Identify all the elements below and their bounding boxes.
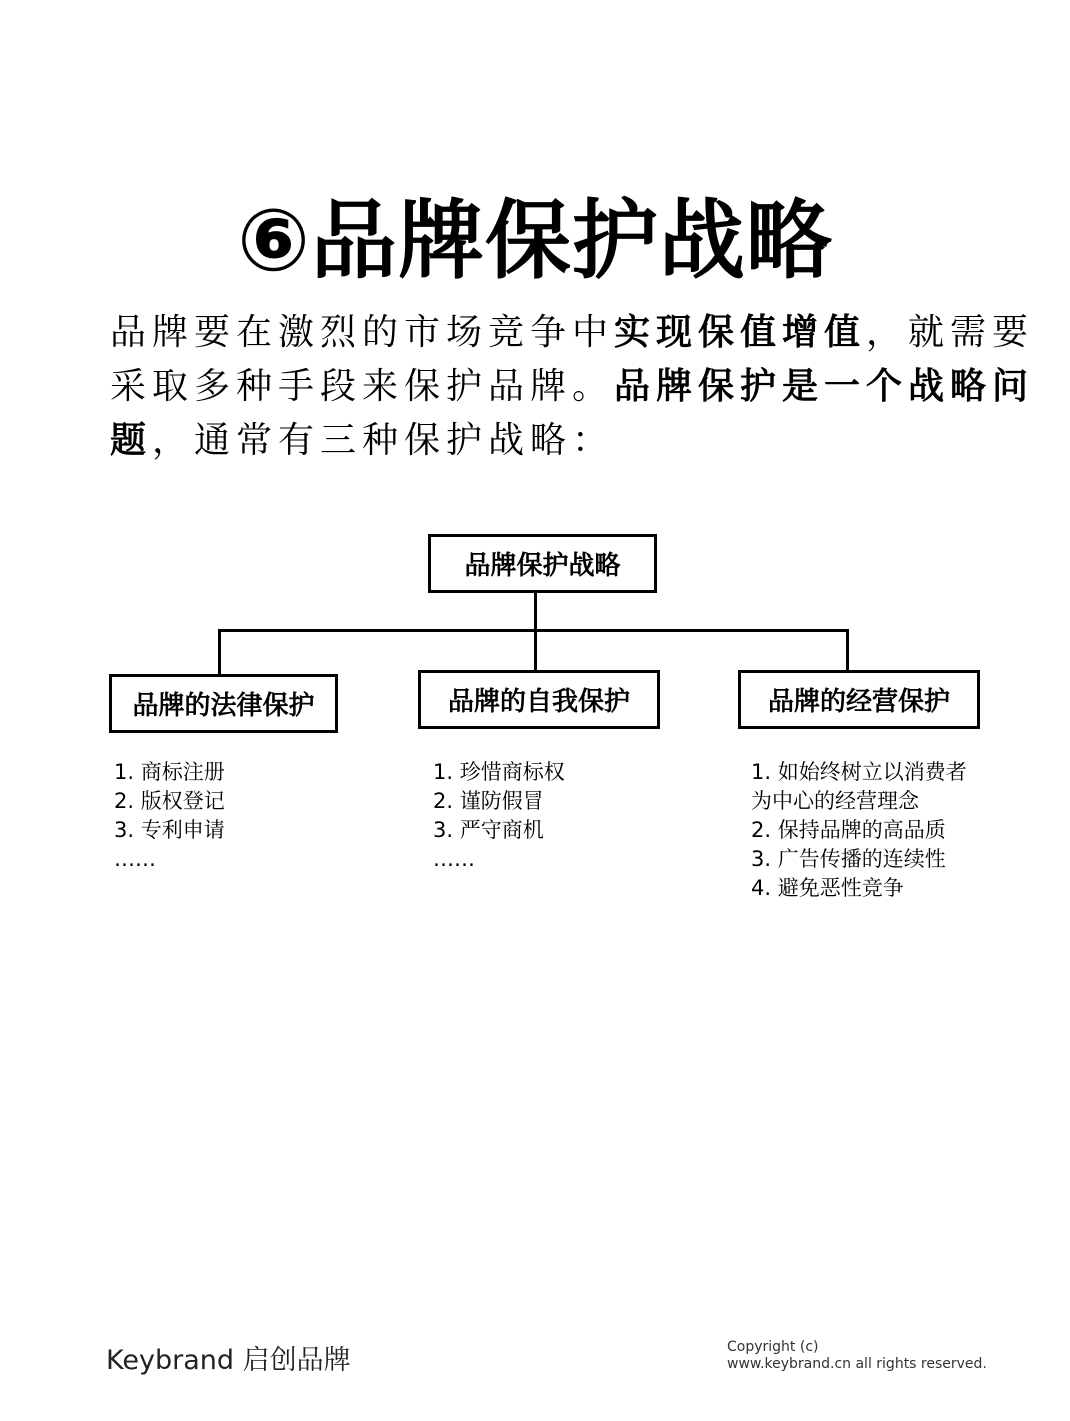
operation-protection-list — [751, 758, 967, 903]
connector-child-3 — [846, 629, 849, 670]
connector-child-1 — [218, 629, 221, 674]
diagram-node-self: 品牌的自我保护 — [418, 670, 660, 729]
list-item: 3. 专利申请 — [114, 818, 225, 842]
list-item: 2. 保持品牌的高品质 — [751, 818, 946, 842]
list-item: 3. 广告传播的连续性 — [751, 847, 946, 871]
list-item: …… — [114, 847, 156, 871]
copyright-line: Copyright (c) — [727, 1339, 819, 1355]
intro-emphasis: 实现保值增值 — [614, 312, 867, 353]
list-item: 1. 珍惜商标权 — [433, 760, 565, 784]
footer-copyright — [727, 1339, 987, 1373]
connector-root — [534, 593, 537, 631]
intro-text: ，通常有三种保护战略： — [152, 420, 615, 461]
page-title: ⑥品牌保护战略 — [237, 191, 833, 291]
diagram-node-legal: 品牌的法律保护 — [109, 674, 338, 733]
list-item: 为中心的经营理念 — [751, 789, 919, 813]
legal-protection-list — [114, 758, 225, 874]
intro-text: 采取多种手段来保护品牌。 — [110, 366, 615, 407]
footer-brand: Keybrand 启创品牌 — [106, 1345, 351, 1376]
list-item: 1. 如始终树立以消费者 — [751, 760, 967, 784]
diagram-node-operation: 品牌的经营保护 — [738, 670, 980, 729]
list-item: 3. 严守商机 — [433, 818, 544, 842]
intro-emphasis: 品牌保护是一个战略问 — [614, 366, 1035, 407]
connector-child-2 — [534, 629, 537, 670]
list-item: 2. 版权登记 — [114, 789, 225, 813]
intro-paragraph — [110, 306, 1035, 468]
diagram-root-node: 品牌保护战略 — [428, 534, 657, 593]
list-item: 4. 避免恶性竞争 — [751, 876, 904, 900]
list-item: 1. 商标注册 — [114, 760, 225, 784]
intro-text: 品牌要在激烈的市场竞争中 — [110, 312, 615, 353]
intro-line-3 — [110, 414, 970, 468]
intro-line-1 — [110, 306, 1035, 360]
self-protection-list — [433, 758, 565, 874]
copyright-line: www.keybrand.cn all rights reserved. — [727, 1356, 987, 1372]
intro-text: ，就需要 — [866, 312, 1035, 353]
list-item: 2. 谨防假冒 — [433, 789, 544, 813]
list-item: …… — [433, 847, 475, 871]
intro-line-2 — [110, 360, 1035, 414]
intro-emphasis: 题 — [110, 420, 153, 461]
